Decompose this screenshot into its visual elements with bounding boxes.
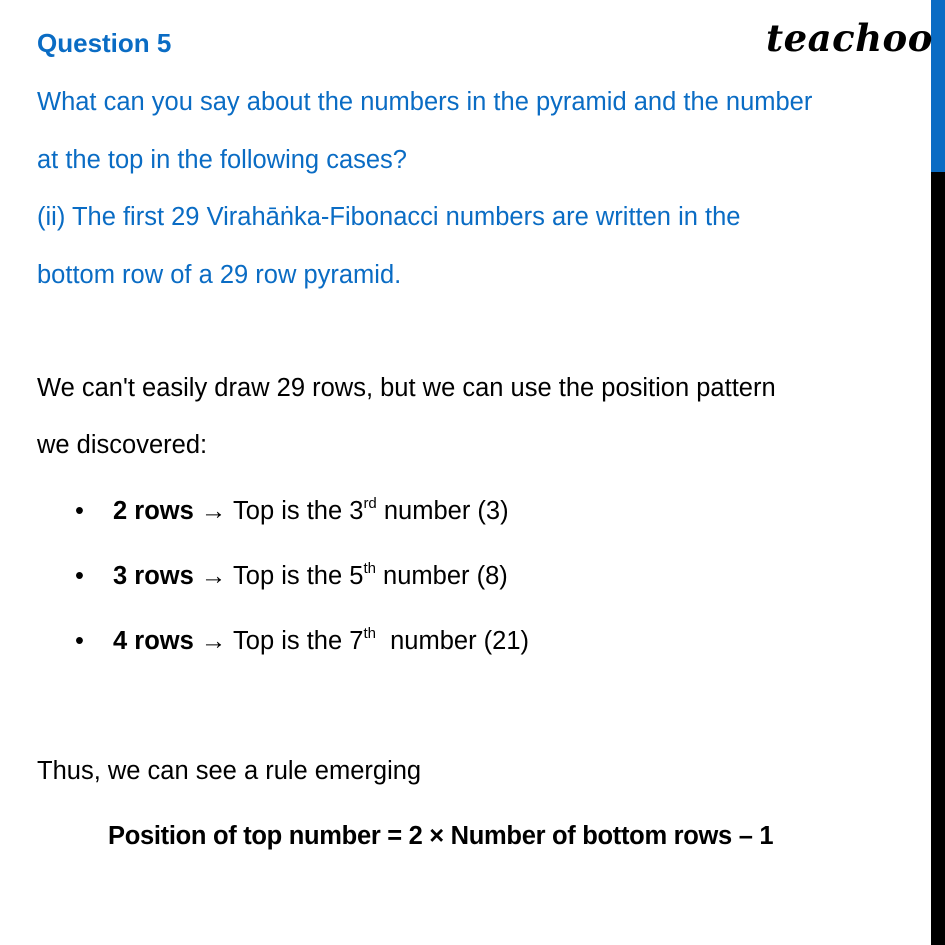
bullet-text: Top is the 3	[233, 497, 364, 525]
arrow-icon: →	[193, 627, 234, 655]
bullet-item-3-rows	[75, 562, 508, 591]
bullet-tail: number (3)	[376, 497, 509, 525]
teachoo-logo: teachoo	[766, 16, 933, 60]
question-title: Question 5	[37, 28, 172, 58]
ordinal-suffix: rd	[363, 495, 377, 512]
ordinal-suffix: th	[363, 560, 376, 577]
bullet-bold-label: 2 rows	[113, 497, 194, 525]
bullet-item-4-rows	[75, 627, 529, 656]
answer-intro-line-1: We can't easily draw 29 rows, but we can use the position pattern	[37, 374, 776, 402]
bullet-tail: number (8)	[375, 562, 508, 590]
bullet-bold-label: 4 rows	[113, 627, 194, 655]
arrow-icon: →	[193, 562, 234, 590]
arrow-icon: →	[193, 497, 234, 525]
bullet-marker: •	[75, 562, 84, 590]
question-line-1: What can you say about the numbers in the pyramid and the number	[37, 88, 813, 116]
bullet-marker: •	[75, 497, 84, 525]
question-line-2: at the top in the following cases?	[37, 146, 407, 174]
ordinal-suffix: th	[363, 625, 376, 642]
bullet-text: Top is the 5	[233, 562, 364, 590]
answer-intro-line-2: we discovered:	[37, 431, 208, 459]
bullet-marker: •	[75, 627, 84, 655]
question-line-4: bottom row of a 29 row pyramid.	[37, 261, 402, 289]
bullet-item-2-rows	[75, 497, 509, 526]
bullet-text: Top is the 7	[233, 627, 364, 655]
rule-formula: Position of top number = 2 × Number of bottom rows – 1	[108, 822, 774, 850]
side-accent-bar-blue	[931, 0, 945, 172]
bullet-tail: number (21)	[375, 627, 530, 655]
question-line-3: (ii) The first 29 Virahāṅka-Fibonacci numbers are written in the	[37, 203, 741, 231]
conclusion-text: Thus, we can see a rule emerging	[37, 757, 422, 785]
side-accent-bar-black	[931, 172, 945, 945]
bullet-bold-label: 3 rows	[113, 562, 194, 590]
